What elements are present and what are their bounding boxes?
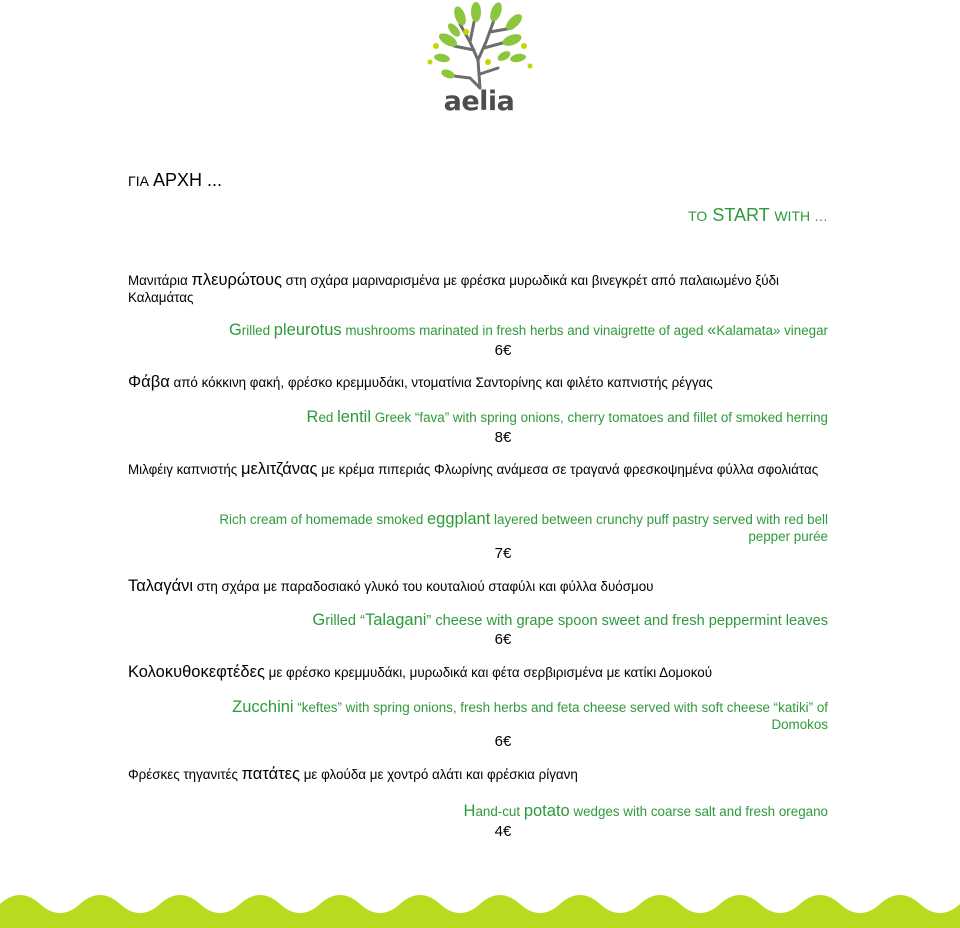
- menu-item-english-description: Grilled pleurotus mushrooms marinated in fresh herbs and vinaigrette of aged «Kalamata» vinegar: [228, 321, 828, 339]
- menu-item-english-description: Hand-cut potato wedges with coarse salt and fresh oregano: [463, 802, 828, 820]
- brand-name: aelia: [443, 86, 515, 117]
- menu-item-english-description: Grilled “Talagani” cheese with grape spoon sweet and fresh peppermint leaves: [312, 611, 828, 629]
- menu-item-greek-description: Μιλφέιγ καπνιστής μελιτζάνας με κρέμα πιπεριάς Φλωρίνης ανάμεσα σε τραγανά φρεσκοψημένα φύλλα σφολιάτας: [128, 460, 819, 478]
- olive-tree-icon: [414, 2, 544, 92]
- menu-item-greek-description: Φρέσκες τηγανιτές πατάτες με φλούδα με χοντρό αλάτι και φρέσκια ρίγανη: [128, 765, 578, 783]
- section-heading-english: TO START WITH …: [688, 205, 828, 225]
- menu-item-greek-description: Φάβα από κόκκινη φακή, φρέσκο κρεμμυδάκι, ντοματίνια Σαντορίνης και φιλέτο καπνιστής ρέγγας: [128, 373, 713, 391]
- menu-item-price: 8€: [494, 429, 512, 446]
- menu-item-price: 7€: [494, 545, 512, 562]
- menu-item-english-description: Rich cream of homemade smoked eggplant layered between crunchy puff pastry served with red bell pepper purée: [219, 510, 828, 544]
- menu-item-greek-description: Μανιτάρια πλευρώτους στη σχάρα μαριναρισμένα με φρέσκα μυρωδικά και βινεγκρέτ από παλαιωμένο ξύδι Καλαμάτας: [128, 271, 779, 305]
- menu-item-price: 4€: [494, 823, 512, 840]
- section-heading-greek: ΓΙΑ ΑΡΧΗ ...: [128, 170, 222, 190]
- aelia-logo: [414, 2, 544, 117]
- footer-wave-decoration: [0, 884, 960, 928]
- menu-item-greek-description: Κολοκυθοκεφτέδες με φρέσκο κρεμμυδάκι, μυρωδικά και φέτα σερβιρισμένα με κατίκι Δομοκού: [128, 663, 713, 681]
- menu-item-english-description: Red lentil Greek “fava” with spring onions, cherry tomatoes and fillet of smoked herring: [306, 408, 828, 426]
- menu-item-english-description: Zucchini “keftes” with spring onions, fresh herbs and feta cheese served with soft cheese “katiki” of Domokos: [232, 698, 828, 732]
- menu-item-price: 6€: [494, 342, 512, 359]
- menu-item-greek-description: Ταλαγάνι στη σχάρα με παραδοσιακό γλυκό του κουταλιού σταφύλι και φύλλα δυόσμου: [128, 577, 654, 595]
- menu-item-price: 6€: [494, 733, 512, 750]
- menu-item-price: 6€: [494, 631, 512, 648]
